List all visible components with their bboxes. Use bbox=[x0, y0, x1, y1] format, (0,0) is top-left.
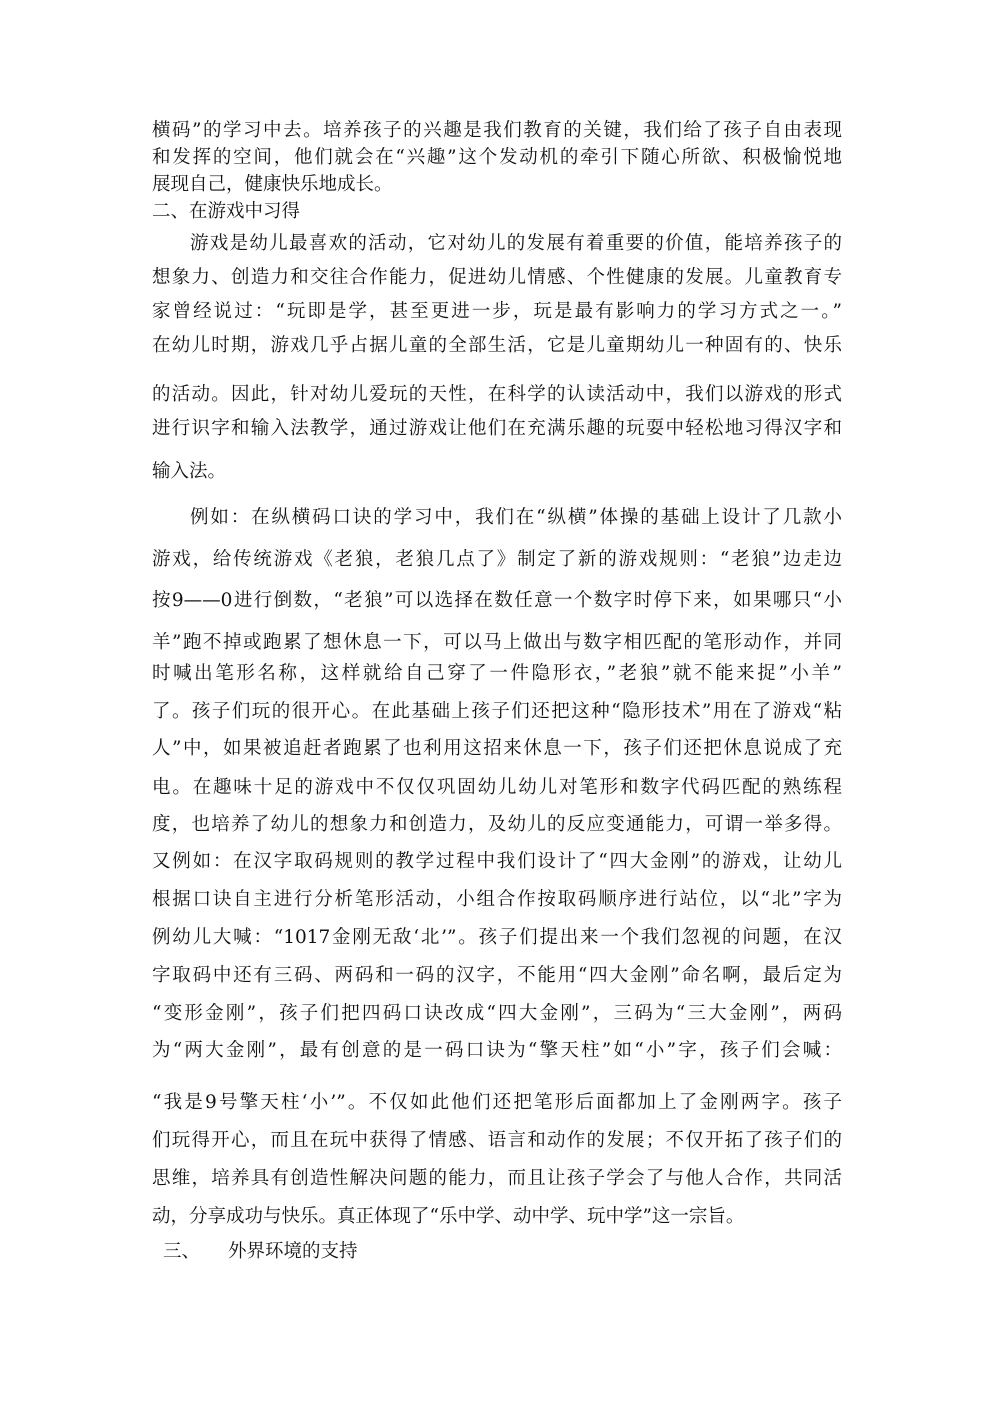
paragraph-line: 根据口诀自主进行分析笔形活动，小组合作按取码顺序进行站位，以“北”字为 bbox=[152, 889, 842, 910]
paragraph-line: 动，分享成功与快乐。真正体现了“乐中学、动中学、玩中学”这一宗旨。 bbox=[152, 1206, 745, 1227]
paragraph-line: 人”中，如果被追赶者跑累了也利用这招来休息一下，孩子们还把休息说成了充 bbox=[152, 738, 842, 759]
section-two-heading: 二、在游戏中习得 bbox=[152, 201, 301, 222]
paragraph-line: 进行识字和输入法教学，通过游戏让他们在充满乐趣的玩耍中轻松地习得汉字和 bbox=[152, 418, 842, 439]
paragraph-line: 们玩得开心，而且在玩中获得了情感、语言和动作的发展；不仅开拓了孩子们的 bbox=[152, 1130, 842, 1151]
paragraph-line: 又例如：在汉字取码规则的教学过程中我们设计了“四大金刚”的游戏，让幼儿 bbox=[152, 851, 842, 872]
paragraph-line: 例幼儿大喊：“1017金刚无敌‘北’”。孩子们提出来一个我们忽视的问题，在汉 bbox=[152, 927, 842, 948]
intro-line: 横码”的学习中去。培养孩子的兴趣是我们教育的关键，我们给了孩子自由表现 bbox=[152, 120, 842, 141]
paragraph-line: 思维，培养具有创造性解决问题的能力，而且让孩子学会了与他人合作，共同活 bbox=[152, 1168, 842, 1189]
paragraph-line: 羊”跑不掉或跑累了想休息一下，可以马上做出与数字相匹配的笔形动作，并同 bbox=[152, 632, 842, 653]
paragraph-line: 度，也培养了幼儿的想象力和创造力，及幼儿的反应变通能力，可谓一举多得。 bbox=[152, 814, 842, 835]
paragraph-line: 电。在趣味十足的游戏中不仅仅巩固幼儿幼儿对笔形和数字代码匹配的熟练程 bbox=[152, 777, 842, 798]
paragraph-line: 家曾经说过：“玩即是学，甚至更进一步，玩是最有影响力的学习方式之一。” bbox=[152, 301, 842, 322]
paragraph-line: 时喊出笔形名称，这样就给自己穿了一件隐形衣，”老狼”就不能来捉”小羊” bbox=[152, 663, 842, 684]
paragraph-line: “我是9号擎天柱‘小’”。不仅如此他们还把笔形后面都加上了金刚两字。孩子 bbox=[152, 1092, 842, 1113]
paragraph-line: 为“两大金刚”，最有创意的是一码口诀为“擎天柱”如“小”字，孩子们会喊： bbox=[152, 1040, 842, 1061]
intro-line: 展现自己，健康快乐地成长。 bbox=[152, 174, 393, 195]
paragraph-line: 游戏是幼儿最喜欢的活动，它对幼儿的发展有着重要的价值，能培养孩子的 bbox=[190, 233, 842, 254]
paragraph-line: 例如：在纵横码口诀的学习中，我们在“纵横”体操的基础上设计了几款小 bbox=[190, 507, 842, 528]
paragraph-line: 游戏，给传统游戏《老狼，老狼几点了》制定了新的游戏规则：“老狼”边走边 bbox=[152, 549, 842, 570]
paragraph-line: 输入法。 bbox=[152, 461, 227, 482]
paragraph-line: 字取码中还有三码、两码和一码的汉字，不能用“四大金刚”命名啊，最后定为 bbox=[152, 965, 842, 986]
paragraph-line: “变形金刚”，孩子们把四码口诀改成“四大金刚”，三码为“三大金刚”，两码 bbox=[152, 1003, 842, 1024]
paragraph-line: 在幼儿时期，游戏几乎占据儿童的全部生活，它是儿童期幼儿一种固有的、快乐 bbox=[152, 335, 842, 356]
section-three-number: 三、 bbox=[163, 1241, 201, 1262]
section-three-heading: 外界环境的支持 bbox=[228, 1241, 358, 1262]
paragraph-line: 的活动。因此，针对幼儿爱玩的天性，在科学的认读活动中，我们以游戏的形式 bbox=[152, 384, 842, 405]
paragraph-line: 想象力、创造力和交往合作能力，促进幼儿情感、个性健康的发展。儿童教育专 bbox=[152, 267, 842, 288]
paragraph-line: 按9——0进行倒数，“老狼”可以选择在数任意一个数字时停下来，如果哪只“小 bbox=[152, 590, 842, 611]
paragraph-line: 了。孩子们玩的很开心。在此基础上孩子们还把这种“隐形技术”用在了游戏“粘 bbox=[152, 701, 842, 722]
intro-line: 和发挥的空间，他们就会在“兴趣”这个发动机的牵引下随心所欲、积极愉悦地 bbox=[152, 147, 842, 168]
